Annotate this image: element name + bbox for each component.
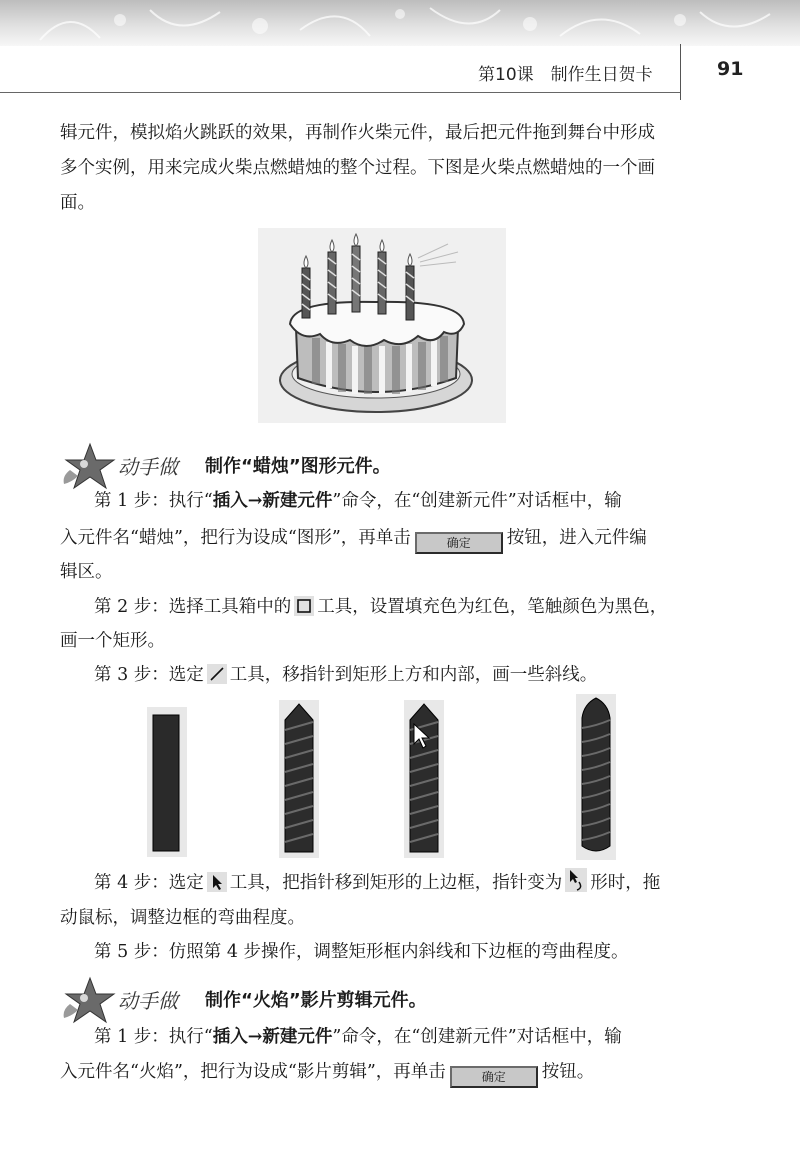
section-title: 制作“蜡烛”图形元件。: [205, 456, 391, 477]
candle-curved-figure: [576, 694, 616, 864]
curve-cursor-icon: [565, 868, 587, 892]
ok-button[interactable]: 确定: [450, 1066, 538, 1088]
intro-line-2: 多个实例，用来完成火柴点燃蜡烛的整个过程。下图是火柴点燃蜡烛的一个画: [60, 158, 655, 178]
lesson-title: 第10课 制作生日贺卡: [478, 65, 653, 85]
section-heading-flame: [60, 976, 660, 1024]
step1-line3: 辑区。: [60, 562, 113, 582]
step4-line2: 动鼠标，调整边框的弯曲程度。: [60, 908, 305, 928]
step2-line1: 第 2 步：选择工具箱中的 工具，设置填充色为红色，笔触颜色为黑色，: [94, 597, 668, 617]
ok-button[interactable]: 确定: [415, 532, 503, 554]
intro-line-1: 辑元件，模拟焰火跳跃的效果，再制作火柴元件，最后把元件拖到舞台中形成: [60, 123, 655, 143]
flame-step1-line1: 第 1 步：执行“插入→新建元件”命令，在“创建新元件”对话框中，输: [94, 1027, 622, 1047]
header-divider: [680, 44, 681, 100]
page-number: 91: [717, 58, 744, 80]
step1-line1: 第 1 步：执行“插入→新建元件”命令，在“创建新元件”对话框中，输: [94, 491, 622, 511]
step5-line1: 第 5 步：仿照第 4 步操作，调整矩形框内斜线和下边框的弯曲程度。: [94, 942, 629, 962]
candle-cursor-figure: [404, 700, 444, 862]
flame-step1-line2: 入元件名“火焰”，把行为设成“影片剪辑”，再单击 确定 按钮。: [60, 1055, 594, 1090]
intro-line-3: 面。: [60, 193, 95, 213]
candle-rectangle-figure: [147, 707, 187, 861]
line-tool-icon: [207, 664, 227, 684]
step3-line1: 第 3 步：选定 工具，移指针到矩形上方和内部，画一些斜线。: [94, 665, 598, 685]
birthday-cake-figure: [258, 228, 506, 423]
section-heading-candle: [60, 442, 660, 490]
step1-line2: 入元件名“蜡烛”，把行为设成“图形”，再单击 确定 按钮，进入元件编: [60, 521, 647, 556]
header-decoration: [0, 0, 800, 46]
star-logo-icon: [60, 976, 200, 1024]
section-title: 制作“火焰”影片剪辑元件。: [205, 990, 427, 1011]
svg-text:动手做: 动手做: [118, 989, 178, 1013]
star-logo-icon: [60, 442, 200, 490]
step4-line1: 第 4 步：选定 工具，把指针移到矩形的上边框，指针变为 形时，拖: [94, 866, 660, 901]
header-rule: [0, 92, 680, 93]
svg-text:动手做: 动手做: [118, 455, 178, 479]
rectangle-tool-icon: [294, 596, 314, 616]
step2-line2: 画一个矩形。: [60, 631, 165, 651]
candle-pointed-figure: [279, 700, 319, 862]
arrow-tool-icon: [207, 872, 227, 892]
